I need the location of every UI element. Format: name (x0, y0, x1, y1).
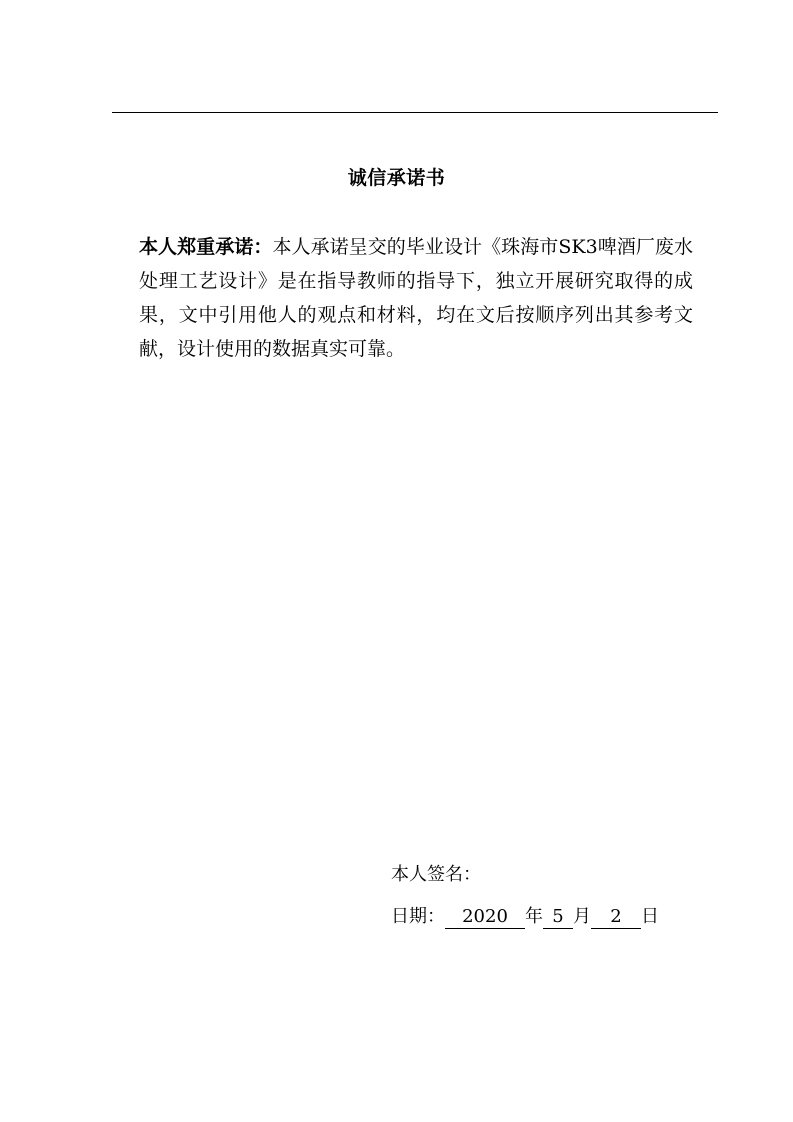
date-label: 日期： (391, 906, 445, 927)
date-month-unit: 月 (573, 906, 591, 927)
date-year: 2020 (445, 906, 525, 929)
document-title: 诚信承诺书 (347, 167, 446, 189)
date-month: 5 (543, 906, 573, 929)
signature-block (391, 858, 659, 934)
date-row (391, 900, 659, 934)
pledge-paragraph (139, 230, 693, 366)
header-rule (112, 112, 718, 113)
pledge-lead: 本人郑重承诺： (139, 236, 273, 258)
pledge-body: 本人承诺呈交的毕业设计《珠海市SK3啤酒厂废水处理工艺设计》是在指导教师的指导下，独立开展研究取得的成果，文中引用他人的观点和材料，均在文后按顺序列出其参考文献，设计使用的数据真实可靠。 (139, 236, 693, 360)
signature-label: 本人签名： (391, 864, 481, 885)
date-day: 2 (591, 906, 641, 929)
date-day-unit: 日 (641, 906, 659, 927)
date-year-unit: 年 (525, 906, 543, 927)
signature-row (391, 858, 659, 892)
